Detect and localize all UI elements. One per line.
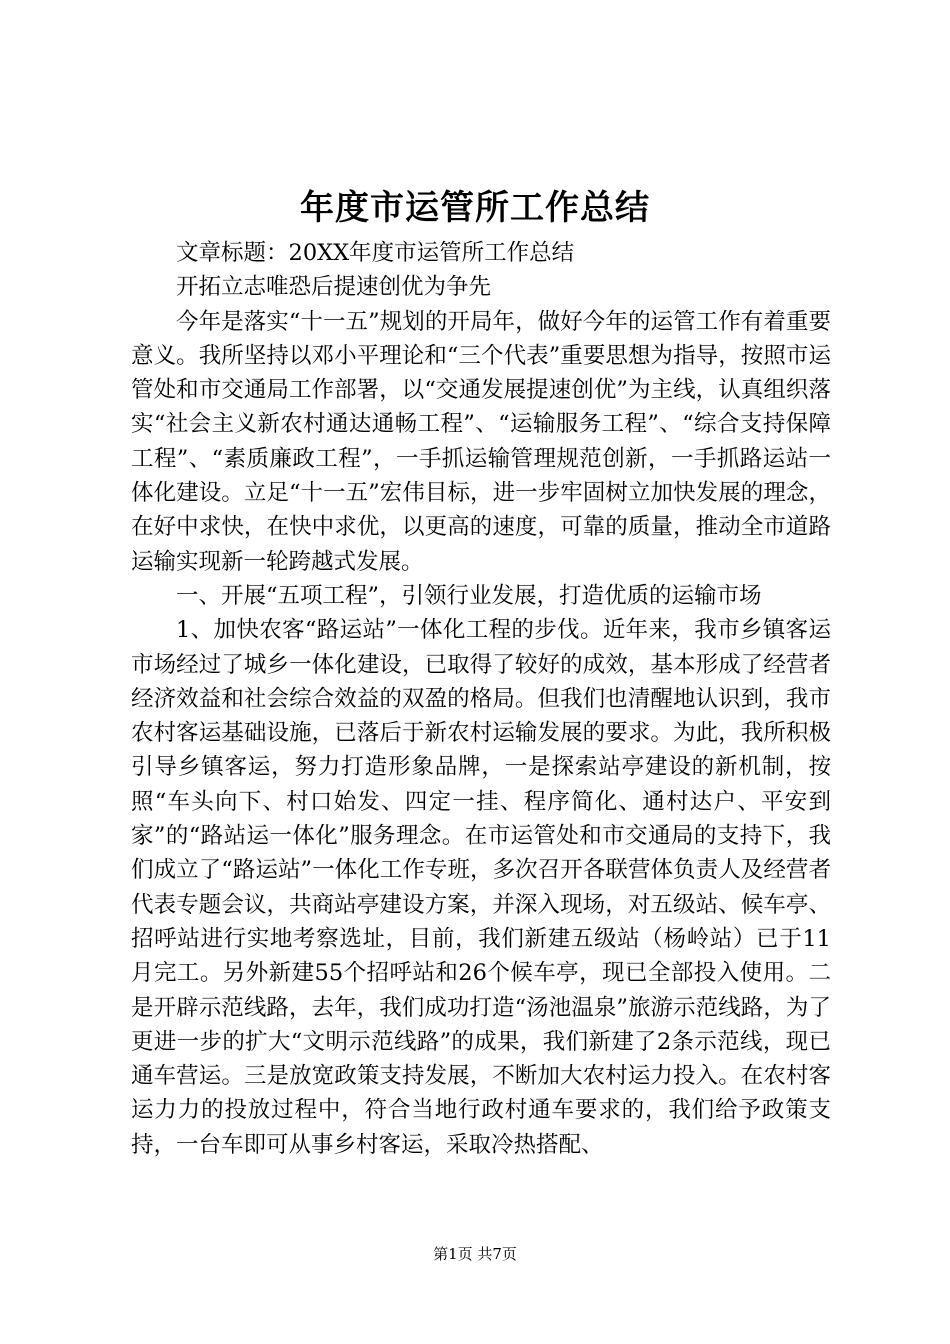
document-title: 年度市运管所工作总结 (300, 188, 650, 228)
section-heading: 一、开展“五项工程”，引领行业发展，打造优质的运输市场 (176, 582, 762, 609)
intro-paragraph: 今年是落实“十一五”规划的开局年，做好今年的运管工作有着重要意义。我所坚持以邓小平理论和“三个代表”重要思想为指导，按照市运管处和市交通局工作部署，以“交通发展提速创优”为主线，认真组织落实“社会主义新农村通达通畅工程”、“运输服务工程”、“综合支持保障工程”、“素质廉政工程”，一手抓运输管理规范创新，一手抓路运站一体化建设。立足“十一五”宏伟目标，进一步牢固树立加快发展的理念，在好中求快，在快中求优，以更高的速度，可靠的质量，推动全市道路运输实现新一轮跨越式发展。 (131, 308, 831, 575)
subtitle-line: 开拓立志唯恐后提速创优为争先 (176, 274, 492, 301)
document-body (131, 236, 831, 1162)
article-title-line: 文章标题：20XX年度市运管所工作总结 (176, 240, 575, 266)
section-paragraph: 1、加快农客“路运站”一体化工程的步伐。近年来，我市乡镇客运市场经过了城乡一体化建设，已取得了较好的成效，基本形成了经营者经济效益和社会综合效益的双盈的格局。但我们也清醒地认识到，我市农村客运基础设施，已落后于新农村运输发展的要求。为此，我所积极引导乡镇客运，努力打造形象品牌，一是探索站亭建设的新机制，按照“车头向下、村口始发、四定一挂、程序简化、通村达户、平安到家”的“路站运一体化”服务理念。在市运管处和市交通局的支持下，我们成立了“路运站”一体化工作专班，多次召开各联营体负责人及经营者代表专题会议，共商站亭建设方案，并深入现场，对五级站、候车亭、招呼站进行实地考察选址，目前，我们新建五级站（杨岭站）已于11月完工。另外新建55个招呼站和26个候车亭，现已全部投入使用。二是开辟示范线路，去年，我们成功打造“汤池温泉”旅游示范线路，为了更进一步的扩大“文明示范线路”的成果，我们新建了2条示范线，现已通车营运。三是放宽政策支持发展，不断加大农村运力投入。在农村客运力力的投放过程中，符合当地行政村通车要求的，我们给予政策支持，一台车即可从事乡村客运，采取冷热搭配、 (131, 617, 831, 1158)
page-footer: 第1页 共7页 (433, 1245, 517, 1263)
